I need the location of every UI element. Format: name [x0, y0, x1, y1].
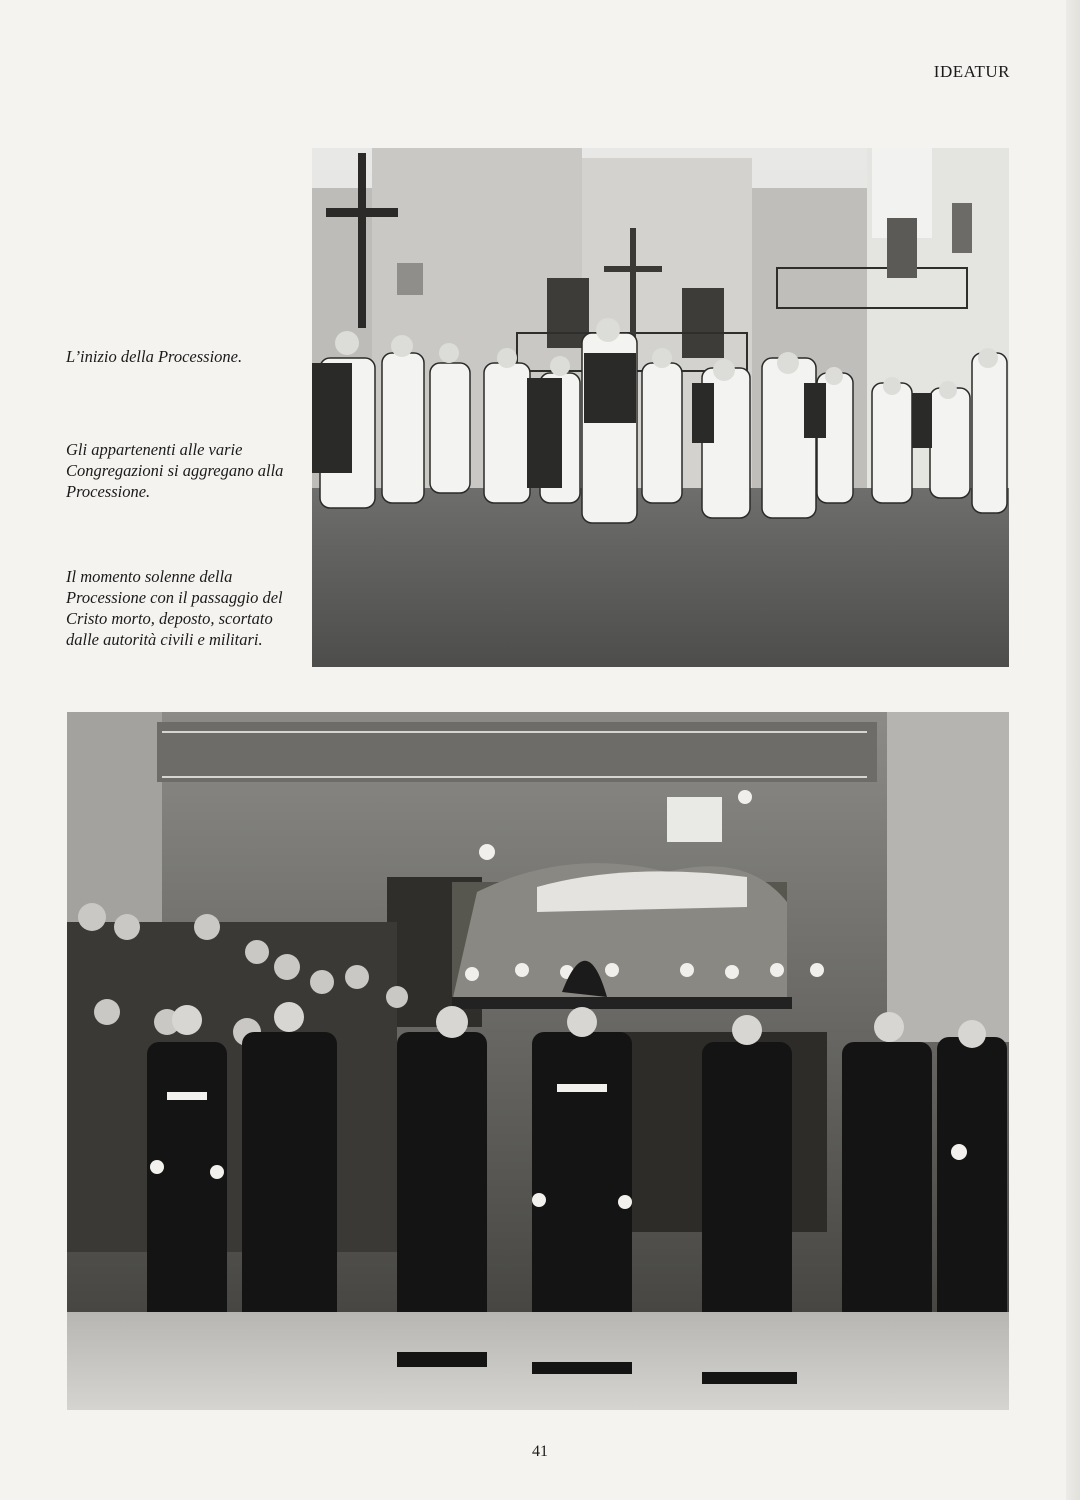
- scan-edge: [1066, 0, 1080, 1500]
- caption-procession-start: L’inizio della Processione.: [66, 347, 243, 366]
- procession-start-photo: [312, 148, 1009, 667]
- dead-christ-procession-photo: [67, 712, 1009, 1410]
- caption-congregations: Gli appartenenti alle varie Congregazioni si aggregano alla Processione.: [66, 440, 284, 501]
- caption-solemn-moment: Il momento solenne della Processione con il passaggio del Cristo morto, deposto, scortato dalle autorità civili e militari.: [66, 567, 283, 649]
- page-number: 41: [532, 1443, 548, 1460]
- running-header: IDEATUR: [933, 62, 1010, 81]
